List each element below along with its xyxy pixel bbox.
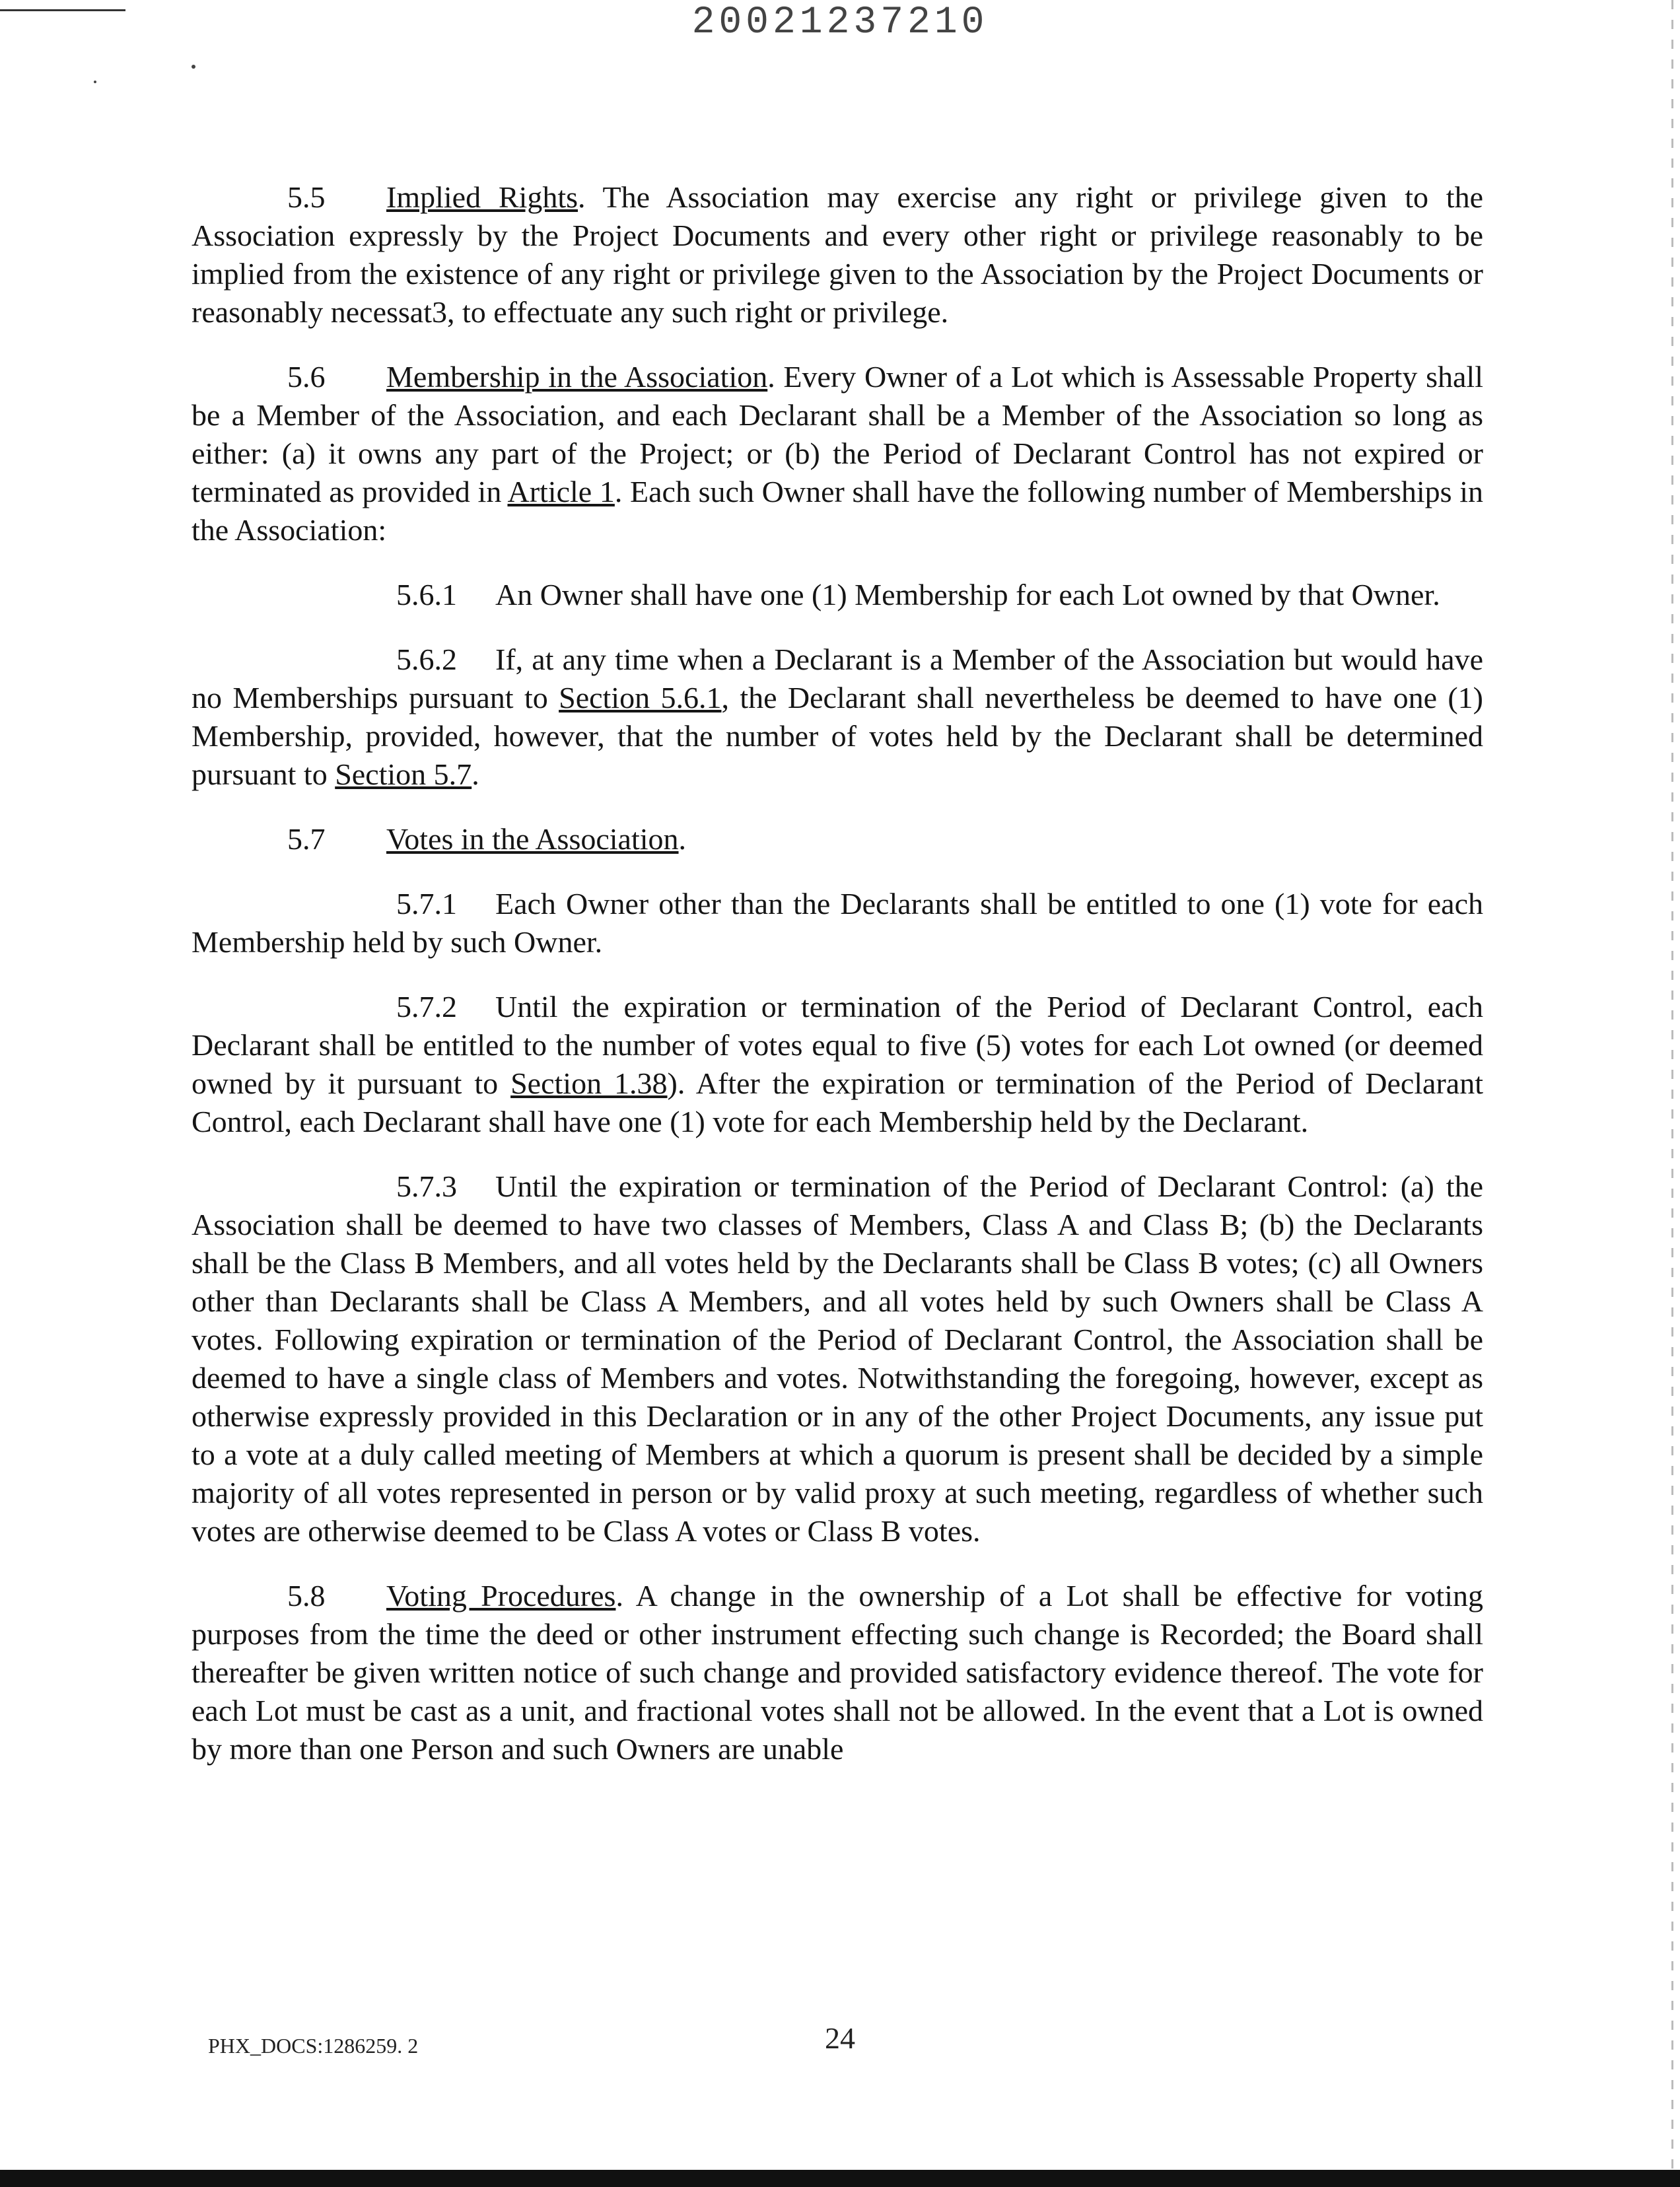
section-number: 5.6.2: [396, 642, 457, 676]
document-body: [192, 178, 1483, 1795]
cross-reference-link[interactable]: Section 5.6.1: [559, 681, 722, 714]
recording-number: 20021237210: [691, 1, 989, 44]
scan-bottom-border: [0, 2170, 1680, 2187]
section-text: . Each such Owner shall have the following number of Memberships in the Association:: [192, 475, 1483, 547]
scan-edge-mark: [1671, 0, 1673, 2187]
section-title: Voting Procedures: [386, 1579, 616, 1613]
page-number: 24: [825, 2021, 855, 2055]
section-text: Until the expiration or termination of the Period of Declarant Control, each Declarant shall be entitled to the number of votes equal to five (5) votes for each Lot owned (or deemed owned by it pursuant to: [192, 990, 1483, 1100]
section-number: 5.7: [287, 822, 326, 856]
section-text: .: [472, 757, 479, 791]
section-5-8: [192, 1577, 1483, 1768]
section-5-7: [192, 820, 1483, 858]
cross-reference-link[interactable]: Section 1.38: [510, 1066, 668, 1100]
section-5-7-1: [192, 885, 1483, 961]
scan-speck: [94, 81, 96, 83]
section-number: 5.5: [287, 180, 326, 214]
scan-speck: [192, 65, 195, 69]
section-title: Membership in the Association: [386, 360, 768, 394]
section-text: If, at any time when a Declarant is a Member of the Association but would have no Memberships pursuant to: [192, 642, 1483, 714]
section-5-6-2: [192, 641, 1483, 794]
section-text: , the Declarant shall nevertheless be deemed to have one (1) Membership, provided, however, that the number of votes held by the Declarant shall be determined pursuant to: [192, 681, 1483, 791]
cross-reference-link[interactable]: Article 1: [507, 475, 615, 508]
section-number: 5.6: [287, 360, 326, 394]
section-text: .: [678, 822, 687, 856]
footer-document-id: PHX_DOCS:1286259. 2: [208, 2034, 419, 2058]
section-number: 5.8: [287, 1579, 326, 1613]
section-number: 5.7.2: [396, 990, 457, 1024]
section-text: Each Owner other than the Declarants shall be entitled to one (1) vote for each Membership held by such Owner.: [192, 887, 1483, 959]
section-number: 5.7.3: [396, 1169, 457, 1203]
section-5-7-3: [192, 1167, 1483, 1550]
section-title: Implied Rights: [386, 180, 578, 214]
section-5-6-1: [192, 576, 1483, 614]
section-text: . The Association may exercise any right or privilege given to the Association expressly by the Project Documents and every other right or privilege reasonably to be implied from the existence of any right or privilege given to the Association by the Project Documents or reasonably necessat3, to effectuate any such right or privilege.: [192, 180, 1483, 329]
section-number: 5.6.1: [396, 578, 457, 611]
section-number: 5.7.1: [396, 887, 457, 920]
section-text: An Owner shall have one (1) Membership for each Lot owned by that Owner.: [495, 578, 1440, 611]
section-5-6: [192, 358, 1483, 549]
cross-reference-link[interactable]: Section 5.7: [335, 757, 472, 791]
section-text: Until the expiration or termination of the Period of Declarant Control: (a) the Association shall be deemed to have two classes of Members, Class A and Class B; (b) the Declarants shall be the Class B Members, and all votes held by the Declarants shall be Class B votes; (c) all Owners other than Declarants shall be Class A Members, and all votes held by such Owners shall be Class A votes. Following expiration or termination of the Period of Declarant Control, the Association shall be deemed to have a single class of Members and votes. Notwithstanding the foregoing, however, except as otherwise expressly provided in this Declaration or in any of the other Project Documents, any issue put to a vote at a duly called meeting of Members at which a quorum is present shall be decided by a simple majority of all votes represented in person or by valid proxy at such meeting, regardless of whether such votes are otherwise deemed to be Class A votes or Class B votes.: [192, 1169, 1483, 1548]
section-text: ). After the expiration or termination of the Period of Declarant Control, each Declarant shall have one (1) vote for each Membership held by the Declarant.: [192, 1066, 1483, 1138]
section-5-5: [192, 178, 1483, 331]
section-title: Votes in the Association: [386, 822, 679, 856]
section-text: . A change in the ownership of a Lot shall be effective for voting purposes from the time the deed or other instrument effecting such change is Recorded; the Board shall thereafter be given written notice of such change and provided satisfactory evidence thereof. The vote for each Lot must be cast as a unit, and fractional votes shall not be allowed. In the event that a Lot is owned by more than one Person and such Owners are unable: [192, 1579, 1483, 1766]
section-5-7-2: [192, 988, 1483, 1141]
section-text: . Every Owner of a Lot which is Assessable Property shall be a Member of the Association, and each Declarant shall be a Member of the Association so long as either: (a) it owns any part of the Project; or (b) the Period of Declarant Control has not expired or terminated as provided in: [192, 360, 1483, 508]
